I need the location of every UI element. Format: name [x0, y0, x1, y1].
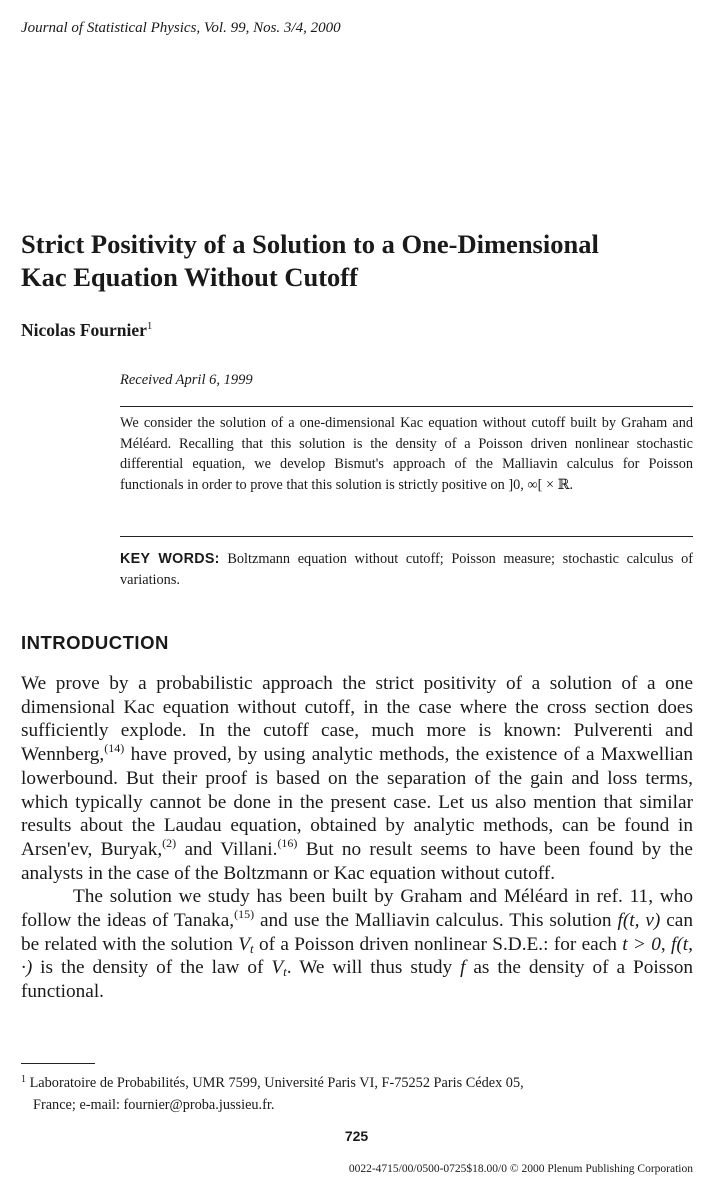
- p1-text-b: have proved, by using analytic methods, the existence of a Maxwellian lowerbound. But their proof is based on the separation of the gain and loss terms, which typically cannot be done in the present case. Let us also mention that similar results about the Laudau equation, obtained by analytic methods, can be found in Arsen'ev, Buryak,: [21, 744, 693, 860]
- section-heading: INTRODUCTION: [21, 632, 169, 653]
- citation-14[interactable]: (14): [104, 741, 125, 756]
- footnote-mark: 1: [21, 1074, 26, 1085]
- author-footnote-mark: 1: [146, 320, 153, 332]
- citation-16[interactable]: (16): [277, 835, 298, 850]
- footnote-rule: [21, 1063, 95, 1064]
- article-title: [21, 228, 701, 294]
- math-V-2: V: [271, 957, 284, 979]
- title-line-2: Kac Equation Without Cutoff: [21, 262, 358, 292]
- footnote-line-1: Laboratoire de Probabilités, UMR 7599, Université Paris VI, F-75252 Paris Cédex 05,: [29, 1075, 524, 1091]
- introduction-body: [21, 672, 693, 1004]
- p2-text-d: of a Poisson driven nonlinear S.D.E.: for each: [253, 933, 623, 955]
- footnote-line-2: France; e-mail: fournier@proba.jussieu.fr.: [33, 1097, 275, 1113]
- copyright-line: 0022-4715/00/0500-0725$18.00/0 © 2000 Plenum Publishing Corporation: [348, 1163, 693, 1175]
- p1-text-c: and Villani.: [176, 838, 278, 860]
- math-t-gt0: t > 0: [622, 933, 661, 955]
- p2-text-e: ,: [660, 933, 672, 955]
- keywords: [120, 549, 693, 591]
- abstract: We consider the solution of a one-dimensional Kac equation without cutoff built by Graham and Méléard. Recalling that this solution is the density of a Poisson driven nonlinear stochastic differential equation, we develop Bismut's approach of the Malliavin calculus for Poisson functionals in order to prove that this solution is strictly positive on ]0, ∞[ × ℝ.: [120, 415, 693, 493]
- p2-text-b: and use the Malliavin calculus. This solution: [254, 910, 618, 932]
- keywords-label: KEY WORDS:: [120, 551, 220, 567]
- math-f: f: [460, 957, 466, 979]
- math-f-tdot: f(t, ·): [21, 933, 693, 979]
- math-t-sub-2: t: [283, 964, 287, 980]
- footnote: [21, 1072, 693, 1116]
- author: [21, 320, 152, 341]
- p1-text-a: We prove by a probabilistic approach the strict positivity of a solution of a one dimensional Kac equation without cutoff, in the case where the cross section does sufficiently explode. In the cutoff case, much more is known: Pulverenti and Wennberg,: [21, 673, 693, 766]
- paragraph-1: [21, 672, 693, 885]
- p2-text-f: is the density of the law of: [32, 957, 272, 979]
- title-line-1: Strict Positivity of a Solution to a One-Dimensional: [21, 229, 599, 259]
- p1-text-d: But no result seems to have been found by the analysts in the case of the Boltzmann or Kac equation without cutoff.: [21, 838, 693, 884]
- math-t-sub: t: [250, 940, 254, 956]
- p2-text-h: as the density of a Poisson functional.: [21, 957, 693, 1003]
- abstract-top-rule: [120, 406, 693, 407]
- keywords-text: Boltzmann equation without cutoff; Poisson measure; stochastic calculus of variations.: [120, 551, 694, 588]
- math-f-tv: f(t, v): [617, 910, 661, 932]
- p2-text-a: The solution we study has been built by Graham and Méléard in ref. 11, who follow the ideas of Tanaka,: [21, 886, 693, 932]
- p2-text-g: . We will thus study: [286, 957, 461, 979]
- received-date: Received April 6, 1999: [120, 372, 253, 388]
- p2-text-c: can be related with the solution: [21, 910, 693, 955]
- author-name: Nicolas Fournier: [21, 320, 147, 340]
- citation-2[interactable]: (2): [162, 835, 177, 850]
- abstract-bottom-rule: [120, 536, 693, 537]
- math-V: V: [238, 933, 250, 955]
- paragraph-2: [21, 885, 693, 1004]
- page-number: 725: [344, 1128, 369, 1144]
- citation-15[interactable]: (15): [234, 907, 255, 922]
- journal-header: Journal of Statistical Physics, Vol. 99, Nos. 3/4, 2000: [21, 20, 341, 36]
